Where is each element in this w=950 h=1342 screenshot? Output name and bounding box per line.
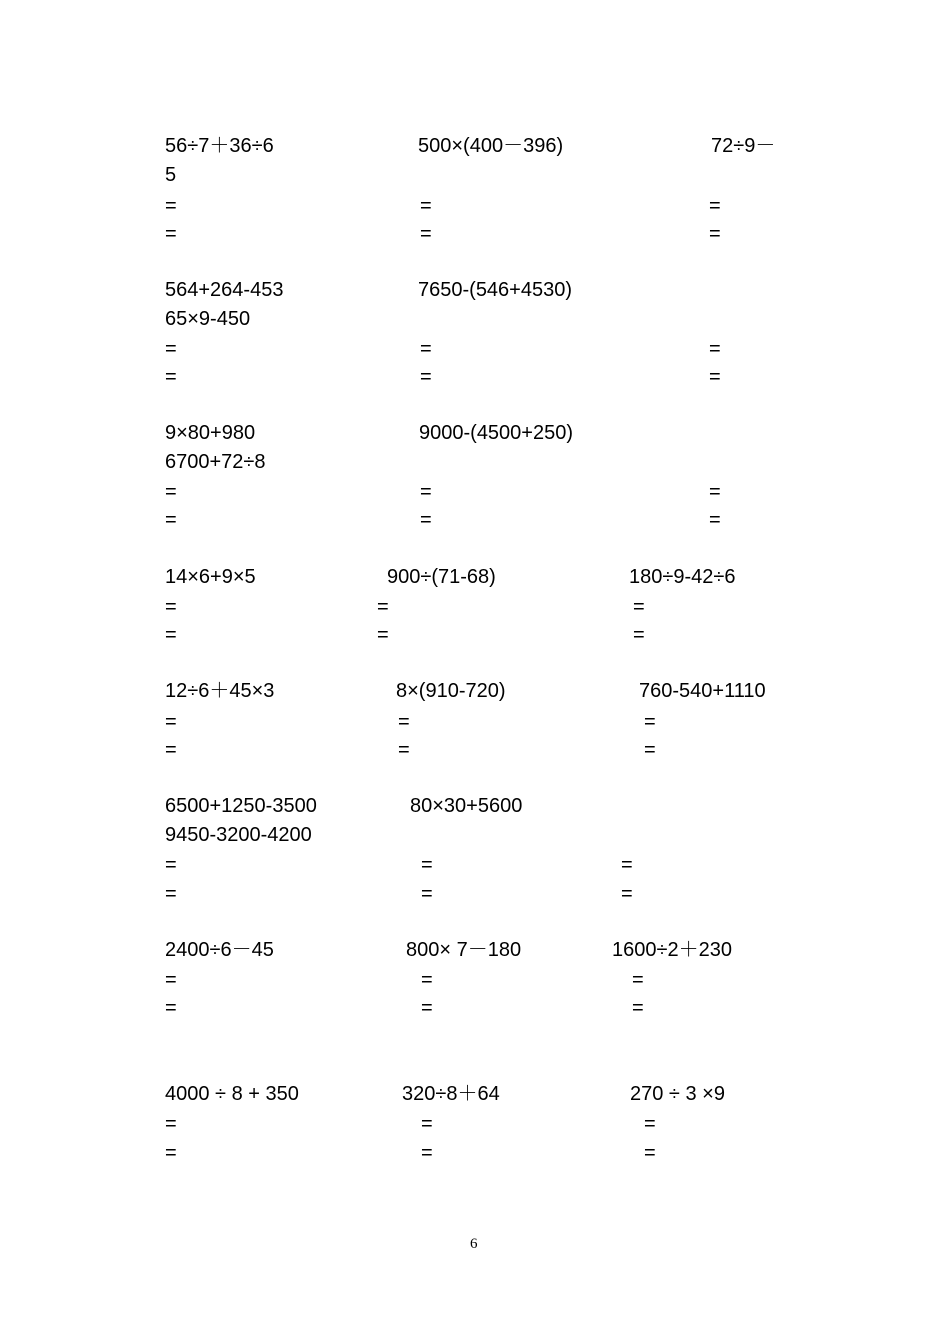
equals-8b-1: = [421,1113,433,1135]
equals-2a-1: = [165,338,177,360]
equals-5a-1: = [165,711,177,733]
problem-2c: 65×9-450 [165,308,251,330]
equals-7b-1: = [421,969,433,991]
equals-4a-2: = [165,624,177,646]
equals-7c-1: = [632,969,644,991]
equals-5a-2: = [165,739,177,761]
equals-8c-1: = [644,1113,656,1135]
equals-6a-2: = [165,883,177,905]
problem-4a: 14×6+9×5 [165,566,256,588]
problem-7a: 2400÷6－45 [165,939,274,961]
problem-3b: 9000-(4500+250) [419,422,574,444]
problem-1c-wrap: 5 [165,164,177,186]
equals-7a-1: = [165,969,177,991]
problem-7c: 1600÷2＋230 [612,939,732,961]
equals-3c-2: = [709,509,721,531]
equals-1c-2: = [709,223,721,245]
equals-1a-2: = [165,223,177,245]
problem-1a: 56÷7＋36÷6 [165,135,274,157]
page-number: 6 [470,1236,478,1252]
equals-7a-2: = [165,997,177,1019]
problem-3c: 6700+72÷8 [165,451,266,473]
equals-5c-1: = [644,711,656,733]
equals-6a-1: = [165,854,177,876]
equals-3b-2: = [420,509,432,531]
equals-4a-1: = [165,596,177,618]
equals-3a-2: = [165,509,177,531]
problem-8a: 4000 ÷ 8 + 350 [165,1083,299,1105]
equals-1c-1: = [709,195,721,217]
problem-5c: 760-540+1110 [639,680,766,702]
problem-4b: 900÷(71-68) [387,566,496,588]
equals-3c-1: = [709,481,721,503]
problem-6a: 6500+1250-3500 [165,795,317,817]
problem-5b: 8×(910-720) [396,680,506,702]
equals-5b-2: = [398,739,410,761]
equals-7c-2: = [632,997,644,1019]
equals-2c-1: = [709,338,721,360]
equals-6c-1: = [621,854,633,876]
equals-4b-1: = [377,596,389,618]
problem-3a: 9×80+980 [165,422,256,444]
problem-6b: 80×30+5600 [410,795,523,817]
equals-1b-2: = [420,223,432,245]
equals-4b-2: = [377,624,389,646]
equals-6b-1: = [421,854,433,876]
problem-4c: 180÷9-42÷6 [629,566,736,588]
equals-5b-1: = [398,711,410,733]
equals-8b-2: = [421,1142,433,1164]
equals-4c-1: = [633,596,645,618]
problem-8c: 270 ÷ 3 ×9 [630,1083,725,1105]
equals-1b-1: = [420,195,432,217]
problem-7b: 800× 7－180 [406,939,522,961]
equals-3a-1: = [165,481,177,503]
equals-5c-2: = [644,739,656,761]
problem-2a: 564+264-453 [165,279,284,301]
equals-3b-1: = [420,481,432,503]
equals-4c-2: = [633,624,645,646]
equals-2b-2: = [420,366,432,388]
equals-2a-2: = [165,366,177,388]
problem-2b: 7650-(546+4530) [418,279,573,301]
equals-8c-2: = [644,1142,656,1164]
equals-1a-1: = [165,195,177,217]
equals-8a-1: = [165,1113,177,1135]
problem-8b: 320÷8＋64 [402,1083,500,1105]
equals-2b-1: = [420,338,432,360]
problem-1c: 72÷9－ [711,135,776,157]
problem-6c: 9450-3200-4200 [165,824,312,846]
equals-7b-2: = [421,997,433,1019]
problem-5a: 12÷6＋45×3 [165,680,275,702]
equals-6c-2: = [621,883,633,905]
equals-6b-2: = [421,883,433,905]
equals-2c-2: = [709,366,721,388]
equals-8a-2: = [165,1142,177,1164]
problem-1b: 500×(400－396) [418,135,564,157]
